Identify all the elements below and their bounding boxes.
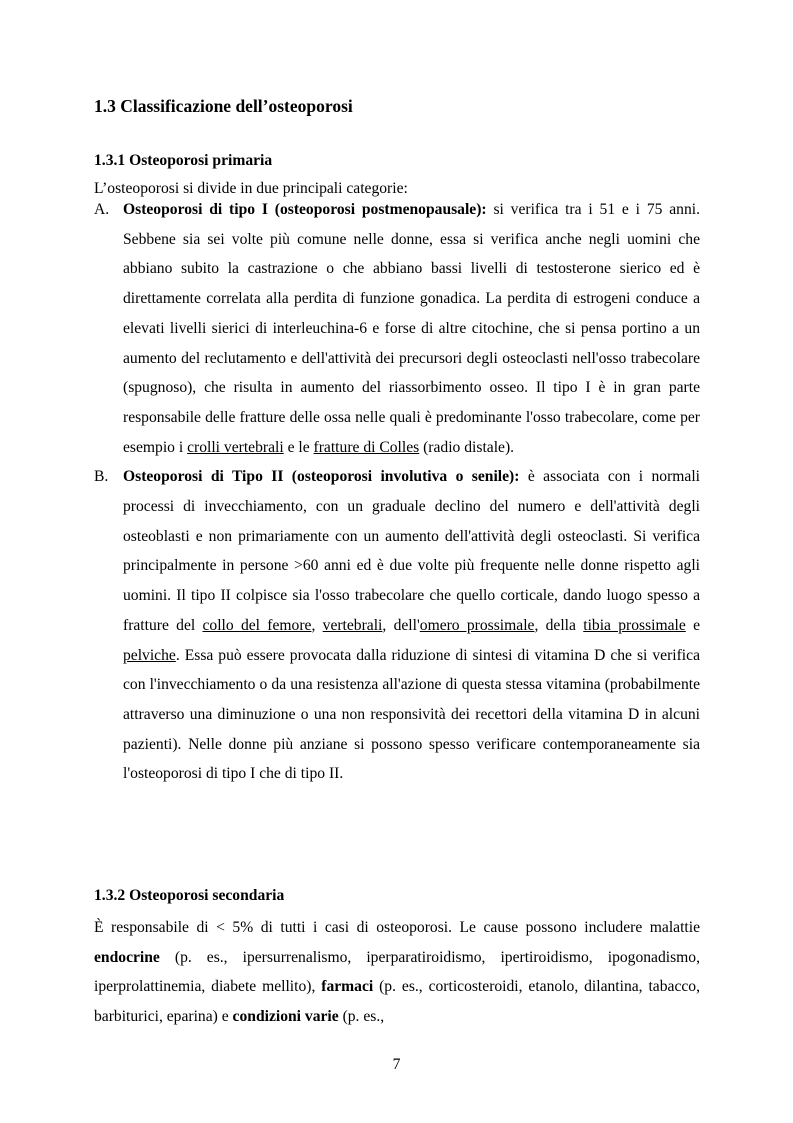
item-a-text-1: si verifica tra i 51 e i 75 anni. Sebbene sia sei volte più comune nelle donne, essa si verifica anche negli uomini che abbiano subito la castrazione o che abbiano bassi livelli di testosterone sierico ed è direttamente correlata alla perdita di funzione gonadica. La perdita di estrogeni conduce a elevati livelli sierici di interleuchina-6 e forse di altre citochine, che si pensa portino a un aumento del reclutamento e dell'attività dei precursori degli osteoclasti nell'osso trabecolare (spugnoso), che risulta in aumento del riassorbimento osseo. Il tipo I è in gran parte responsabile delle fratture delle ossa nelle quali è predominante l'osso trabecolare, come per esempio i [123,201,700,456]
list-item-type-one [94,195,700,462]
link-fratture-di-colles[interactable]: fratture di Colles [313,438,420,456]
secondary-bold-condizioni-varie: condizioni varie [232,1008,339,1026]
item-b-text-1: è associata con i normali processi di invecchiamento, con un graduale declino del numero e dell'attività degli osteoblasti e non primariamente con un aumento dell'attività degli osteoclasti. Si verifica principalmente in persone >60 anni ed è due volte più frequente nelle donne rispetto agli uomini. Il tipo II colpisce sia l'osso trabecolare che quello corticale, dando luogo spesso a fratture del [123,468,700,634]
secondary-bold-endocrine: endocrine [94,948,160,966]
item-b-lead: Osteoporosi di Tipo II (osteoporosi involutiva o senile): [123,468,520,486]
secondary-paragraph [94,913,700,1032]
list-marker-b: B. [94,468,109,486]
item-a-text-2: e le [283,438,314,456]
item-b-text-3: , dell' [382,616,420,634]
item-b-text-4: , della [534,616,584,634]
secondary-heading: 1.3.2 Osteoporosi secondaria [94,887,285,904]
secondary-text-3: (p. es., corticosteroidi, etanolo, dilantina, tabacco, barbiturici, eparina) e [94,978,700,1026]
secondary-text-1: È responsabile di < 5% di tutti i casi di osteoporosi. Le cause possono includere malattie [94,919,700,936]
link-collo-del-femore[interactable]: collo del femore [202,616,312,634]
secondary-bold-farmaci: farmaci [321,978,374,996]
section-title: 1.3 Classificazione dell’osteoporosi [94,96,353,116]
primary-intro: L’osteoporosi si divide in due principali categorie: [94,180,408,197]
list-marker-a: A. [94,201,110,218]
secondary-text-4: (p. es., [338,1008,385,1026]
item-a-lead: Osteoporosi di tipo I (osteoporosi postmenopausale): [123,201,487,218]
link-vertebrali[interactable]: vertebrali [322,616,383,634]
link-tibia-prossimale[interactable]: tibia prossimale [583,616,686,634]
primary-heading: 1.3.1 Osteoporosi primaria [94,152,273,169]
secondary-text-2: (p. es., ipersurrenalismo, iperparatiroidismo, ipertiroidismo, ipogonadismo, iperprolattinemia, diabete mellito), [94,948,700,996]
link-omero-prossimale[interactable]: omero prossimale [419,616,535,634]
page-number: 7 [392,1056,401,1073]
item-b-text-2: , [311,616,323,634]
list-item-type-two [94,462,700,789]
link-crolli-vertebrali[interactable]: crolli vertebrali [187,438,284,456]
item-b-text-6: . Essa può essere provocata dalla riduzione di sintesi di vitamina D che si verifica con l'invecchiamento o da una resistenza all'azione di questa stessa vitamina (probabilmente attraverso una diminuzione o una non responsività dei recettori della vitamina D in alcuni pazienti). Nelle donne più anziane si possono spesso verificare contemporaneamente sia l'osteoporosi di tipo I che di tipo II. [123,646,700,783]
item-b-text-5: e [685,616,701,634]
link-pelviche[interactable]: pelviche [123,646,176,664]
classification-list [94,195,700,789]
item-a-text-3: (radio distale). [419,438,515,456]
